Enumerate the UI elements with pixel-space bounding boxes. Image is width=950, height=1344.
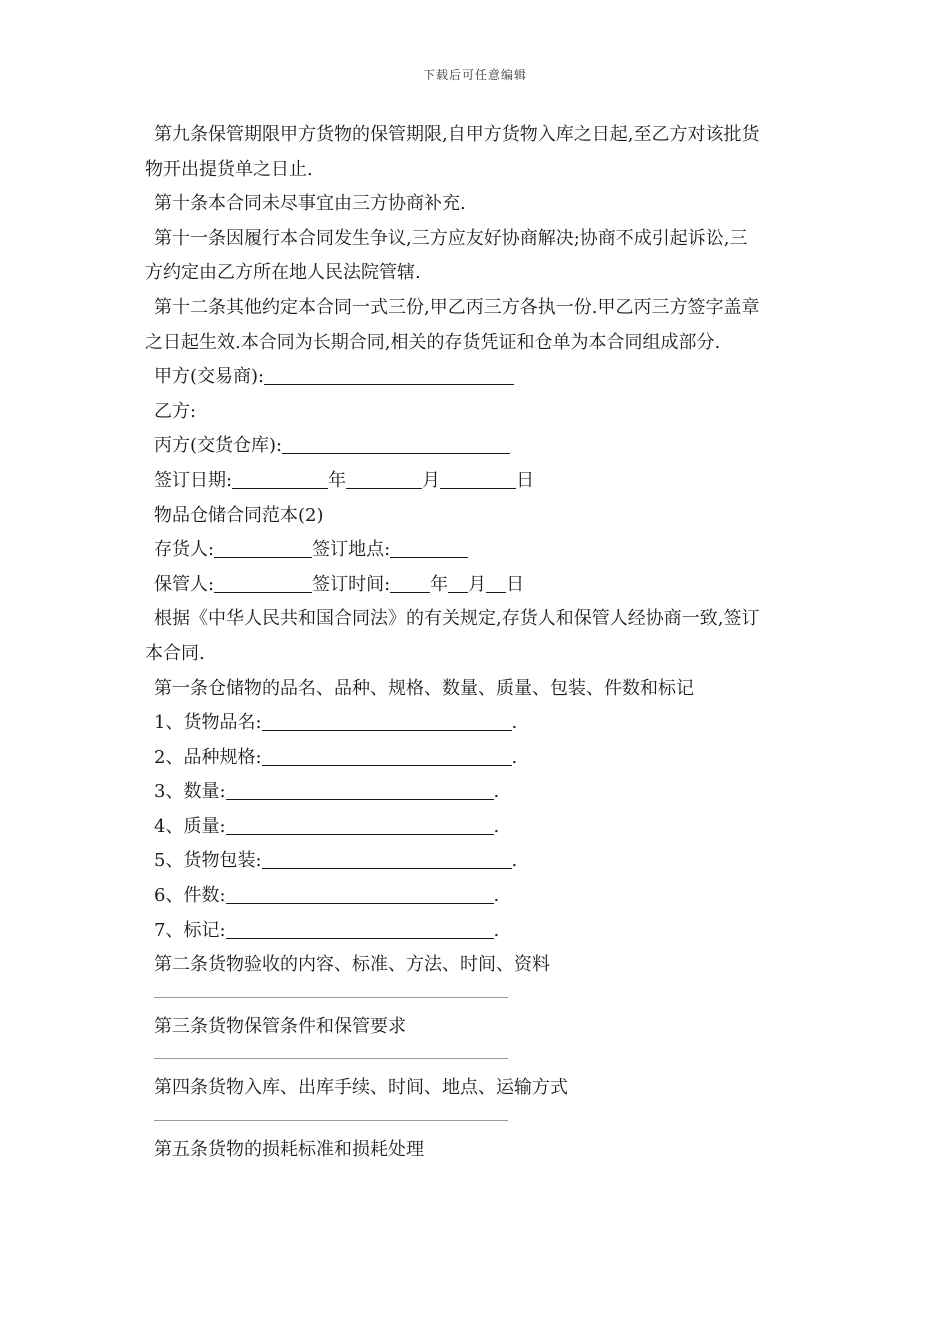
custodian-line — [145, 568, 815, 603]
item-label: 3、数量: — [154, 781, 226, 803]
sign-year-blank[interactable] — [232, 466, 328, 489]
document-body — [145, 118, 815, 1168]
sign-date-line — [145, 464, 815, 499]
item-blank[interactable] — [262, 743, 512, 766]
depositor-blank[interactable] — [214, 535, 312, 558]
sign-time-day-blank[interactable] — [486, 570, 506, 593]
item-label: 7、标记: — [154, 919, 226, 941]
article-12-line-1: 第十二条其他约定本合同一式三份,甲乙丙三方各执一份.甲乙丙三方签字盖章 — [154, 296, 760, 318]
header-note: 下载后可任意编辑 — [422, 68, 527, 82]
sign-time-year-blank[interactable] — [390, 570, 430, 593]
depositor-line — [145, 533, 815, 568]
party-a-line — [145, 360, 815, 395]
article-12-line-2: 之日起生效.本合同为长期合同,相关的存货凭证和仓单为本合同组成部分. — [145, 331, 721, 353]
item-blank[interactable] — [226, 881, 494, 904]
party-a-label: 甲方(交易商): — [154, 366, 265, 388]
item-variety-spec — [145, 741, 815, 776]
sign-time-year-label: 年 — [430, 573, 449, 595]
year-label: 年 — [328, 469, 347, 491]
article-1-title: 第一条仓储物的品名、品种、规格、数量、质量、包装、件数和标记 — [154, 677, 694, 699]
item-marking — [145, 914, 815, 949]
article-3-title: 第三条货物保管条件和保管要求 — [154, 1015, 406, 1037]
article-11-line-2: 方约定由乙方所在地人民法院管辖. — [145, 262, 421, 284]
party-c-blank[interactable] — [282, 431, 510, 454]
depositor-label: 存货人: — [154, 539, 215, 561]
item-quality — [145, 810, 815, 845]
sign-time-label: 签订时间: — [312, 573, 391, 595]
item-label: 5、货物包装: — [154, 850, 262, 872]
party-b-line — [145, 395, 815, 430]
article-3-blank-line[interactable] — [154, 1058, 508, 1059]
custodian-label: 保管人: — [154, 573, 215, 595]
article-4-blank-line[interactable] — [154, 1120, 508, 1121]
party-b-label: 乙方: — [154, 400, 197, 422]
custodian-blank[interactable] — [214, 570, 312, 593]
day-label: 日 — [516, 469, 535, 491]
party-c-line — [145, 429, 815, 464]
item-end-dot: . — [493, 781, 500, 803]
item-end-dot: . — [511, 850, 518, 872]
item-end-dot: . — [493, 885, 500, 907]
item-quantity — [145, 775, 815, 810]
sign-month-blank[interactable] — [346, 466, 422, 489]
item-goods-name — [145, 706, 815, 741]
item-label: 4、质量: — [154, 815, 226, 837]
article-2-blank-line[interactable] — [154, 997, 508, 998]
sign-time-month-label: 月 — [468, 573, 487, 595]
article-4-title: 第四条货物入库、出库手续、时间、地点、运输方式 — [154, 1077, 568, 1099]
item-label: 6、件数: — [154, 885, 226, 907]
month-label: 月 — [422, 469, 441, 491]
article-9-line-2: 物开出提货单之日止. — [145, 158, 313, 180]
item-end-dot: . — [511, 746, 518, 768]
sample-2-title: 物品仓储合同范本(2) — [154, 504, 324, 526]
sign-day-blank[interactable] — [440, 466, 516, 489]
item-packaging — [145, 844, 815, 879]
item-label: 1、货物品名: — [154, 712, 262, 734]
item-end-dot: . — [493, 919, 500, 941]
sign-date-label: 签订日期: — [154, 469, 233, 491]
article-10: 第十条本合同未尽事宜由三方协商补充. — [154, 193, 466, 215]
intro-line-2: 本合同. — [145, 642, 205, 664]
item-blank[interactable] — [262, 846, 512, 869]
article-9-line-1: 第九条保管期限甲方货物的保管期限,自甲方货物入库之日起,至乙方对该批货 — [154, 124, 760, 145]
party-c-label: 丙方(交货仓库): — [154, 435, 283, 457]
party-a-blank[interactable] — [264, 362, 514, 385]
sign-place-label: 签订地点: — [312, 539, 391, 561]
sign-time-day-label: 日 — [506, 573, 525, 595]
item-end-dot: . — [511, 712, 518, 734]
item-blank[interactable] — [226, 812, 494, 835]
article-5-title: 第五条货物的损耗标准和损耗处理 — [154, 1139, 424, 1161]
article-11-line-1: 第十一条因履行本合同发生争议,三方应友好协商解决;协商不成引起诉讼,三 — [154, 227, 748, 249]
item-blank[interactable] — [262, 708, 512, 731]
sign-time-month-blank[interactable] — [448, 570, 468, 593]
item-label: 2、品种规格: — [154, 746, 262, 768]
item-blank[interactable] — [226, 916, 494, 939]
item-pieces — [145, 879, 815, 914]
intro-line-1: 根据《中华人民共和国合同法》的有关规定,存货人和保管人经协商一致,签订 — [154, 608, 760, 630]
sign-place-blank[interactable] — [390, 535, 468, 558]
item-end-dot: . — [493, 815, 500, 837]
article-2-title: 第二条货物验收的内容、标准、方法、时间、资料 — [154, 954, 550, 976]
item-blank[interactable] — [226, 777, 494, 800]
